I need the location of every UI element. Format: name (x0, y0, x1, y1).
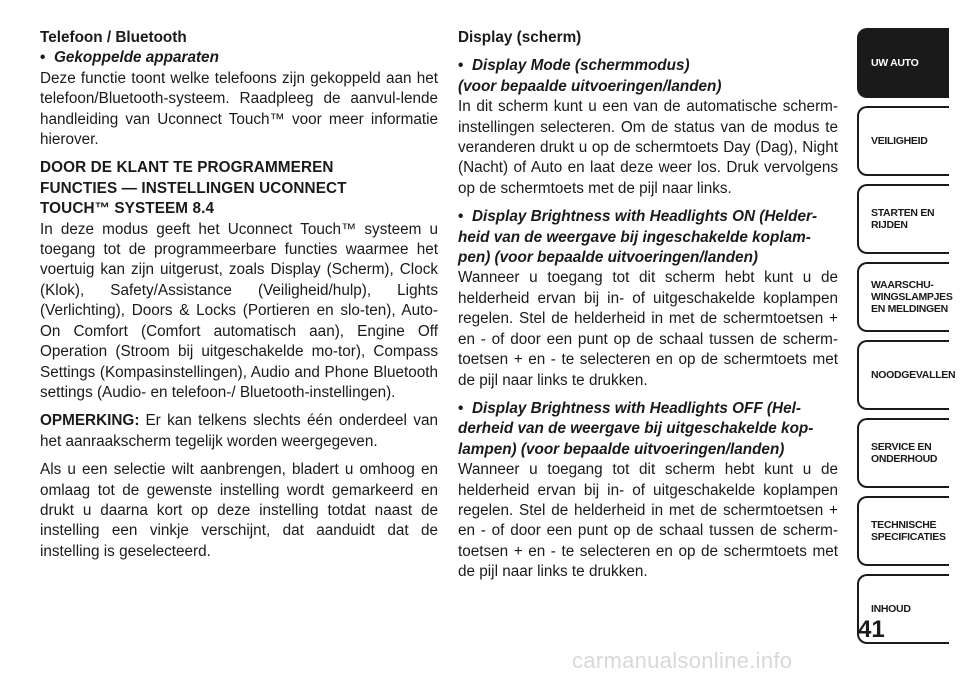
subheading-brightness-off (458, 399, 838, 460)
subheading-text: derheid van de weergave bij uitgeschakelde kop- (458, 420, 814, 438)
subheading-text: Display Brightness with Headlights ON (Helder- (472, 208, 818, 226)
subheading-text: heid van de weergave bij ingeschakelde koplam- (458, 228, 811, 246)
tab-noodgevallen[interactable]: NOODGEVALLEN (857, 340, 949, 410)
tab-starten-en-rijden[interactable]: STARTEN EN RIJDEN (857, 184, 949, 254)
note-text: Er kan telkens slechts één onderdeel van het aanraakscherm tegelijk worden weergegeven. (40, 412, 438, 450)
note-label: OPMERKING: (40, 412, 140, 430)
paragraph: Wanneer u toegang tot dit scherm hebt kunt u de helderheid ervan bij in- of uitgeschakelde koplampen regelen. Stel de helderheid in met de schermtoetsen + en - of door een punt op de schaal tussen de scherm-toetsen + en - te selecteren en op de schermtoets met de pijl naar links te drukken. (458, 269, 838, 389)
subheading-text: Display Brightness with Headlights OFF (Hel- (472, 399, 801, 417)
subheading-text: (voor bepaalde uitvoeringen/landen) (458, 77, 722, 95)
note (40, 411, 438, 452)
heading-line: DOOR DE KLANT TE PROGRAMMEREN (40, 159, 334, 177)
tab-technische-specificaties[interactable]: TECHNISCHE SPECIFICATIES (857, 496, 949, 566)
paragraph: Deze functie toont welke telefoons zijn gekoppeld aan het telefoon/Bluetooth-systeem. Raadpleeg de aanvul-lende handleiding van Uconnect Touch™ voor meer informatie hierover. (40, 69, 438, 149)
tab-service-en-onderhoud[interactable]: SERVICE EN ONDERHOUD (857, 418, 949, 488)
tab-inhoud[interactable]: INHOUD (857, 574, 949, 644)
watermark: carmanualsonline.info (572, 648, 793, 673)
right-column (458, 28, 838, 583)
bullet: • (458, 399, 464, 417)
tab-uw-auto[interactable]: UW AUTO (857, 28, 949, 98)
heading-line: FUNCTIES — INSTELLINGEN UCONNECT (40, 179, 347, 197)
paragraph: Als u een selectie wilt aanbrengen, bladert u omhoog en omlaag tot de gewenste instelling wordt gemarkeerd en drukt u daarna kort op deze instelling totdat naast de instelling een vinkje verschijnt, dat aanduidt dat de instelling is geselecteerd. (40, 461, 438, 560)
subheading-text: Gekoppelde apparaten (54, 49, 219, 67)
bullet: • (458, 208, 464, 226)
paragraph: In dit scherm kunt u een van de automatische scherm-instellingen selecteren. Om de status van de modus te veranderen drukt u op de schermtoets Day (Dag), Night (Nacht) of Auto en laat deze weer los. Druk vervolgens op de schermtoets met de pijl naar links. (458, 98, 838, 197)
paragraph: In deze modus geeft het Uconnect Touch™ systeem u toegang tot de programmeerbare functies waarmee het voertuig kan zijn uitgerust, zoals Display (Scherm), Clock (Klok), Safety/Assistance (Veiligheid/hulp), Lights (Verlichting), Doors & Locks (Portieren en slo-ten), Auto-On Comfort (Comfort automatisch aan), Engine Off Operation (Stroom bij uitgeschakelde mo-tor), Compass Settings (Kompasinstellingen), Audio and Phone Bluetooth settings (Audio- en telefoon-/ Bluetooth-instellingen). (40, 220, 438, 401)
section-heading-telefoon: Telefoon / Bluetooth (40, 29, 187, 46)
subheading-display-mode (458, 56, 838, 97)
bullet: • (40, 49, 46, 67)
subheading-text: Display Mode (schermmodus) (472, 57, 690, 75)
bullet: • (458, 57, 464, 75)
tab-veiligheid[interactable]: VEILIGHEID (857, 106, 949, 176)
left-column (40, 28, 438, 562)
section-heading-display: Display (scherm) (458, 29, 582, 46)
tab-waarschuwingslampjes[interactable]: WAARSCHU- WINGSLAMPJES EN MELDINGEN (857, 262, 949, 332)
subheading-text: lampen) (voor bepaalde uitvoeringen/landen) (458, 440, 785, 458)
section-heading-programmeren (40, 158, 438, 219)
page-number: 41 (858, 616, 885, 643)
subheading-text: pen) (voor bepaalde uitvoeringen/landen) (458, 249, 759, 267)
paragraph: Wanneer u toegang tot dit scherm hebt kunt u de helderheid ervan bij in- of uitgeschakelde koplampen regelen. Stel de helderheid in met de schermtoetsen + en - of door een punt op de schaal tussen de scherm-toetsen + en - te selecteren en op de schermtoets met de pijl naar links te drukken. (458, 461, 838, 581)
chapter-tabs (857, 28, 956, 652)
subheading-brightness-on (458, 207, 838, 268)
subheading-gekoppelde-apparaten (40, 48, 438, 68)
heading-line: TOUCH™ SYSTEEM 8.4 (40, 200, 215, 218)
